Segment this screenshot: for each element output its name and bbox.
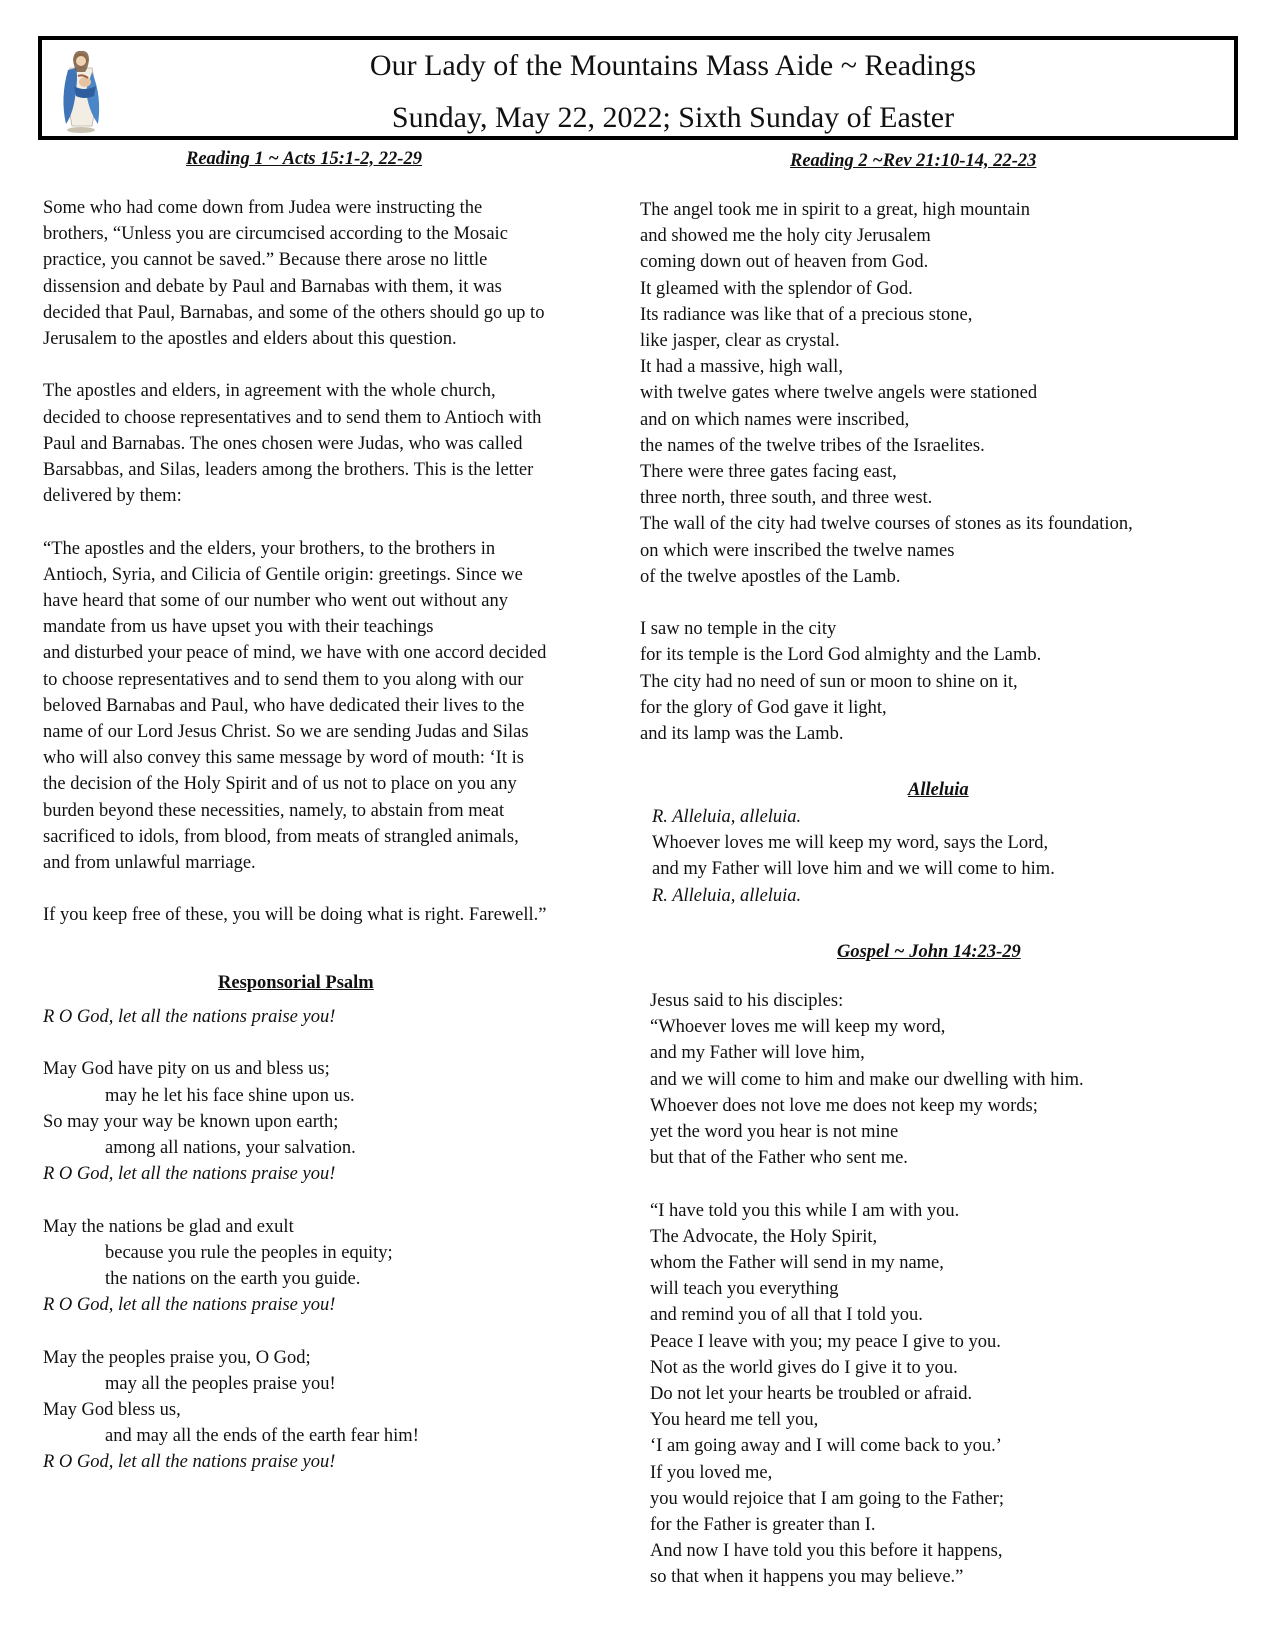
text-line: Whoever loves me will keep my word, says the Lord, (652, 833, 1049, 854)
text-line: The city had no need of sun or moon to shine on it, (640, 671, 1018, 692)
text-line: Some who had come down from Judea were instructing the (43, 198, 483, 218)
psalm-response: R O God, let all the nations praise you! (43, 1295, 336, 1316)
alleluia-response: R. Alleluia, alleluia. (652, 807, 802, 827)
text-line: I saw no temple in the city (640, 619, 837, 640)
text-line: whom the Father will send in my name, (650, 1253, 944, 1274)
text-line: to choose representatives and to send them to you along with our (43, 669, 524, 690)
reading2-heading: Reading 2 ~Rev 21:10-14, 22-23 (790, 151, 1037, 171)
text-line: decided that Paul, Barnabas, and some of the others should go up to (43, 302, 545, 323)
text-line: the decision of the Holy Spirit and of us not to place on you any (43, 774, 517, 795)
reading1-paragraph (43, 195, 623, 352)
text-line: practice, you cannot be saved.” Because there arose no little (43, 250, 488, 271)
reading1-paragraph (43, 536, 623, 877)
text-line: “I have told you this while I am with you. (650, 1200, 960, 1221)
text-line: Jesus said to his disciples: (650, 991, 844, 1011)
reading1-paragraph (43, 902, 623, 928)
text-line: yet the word you hear is not mine (650, 1122, 899, 1143)
text-line: but that of the Father who sent me. (650, 1148, 908, 1169)
reading1-heading: Reading 1 ~ Acts 15:1-2, 22-29 (186, 149, 422, 169)
reading1-body (43, 195, 623, 929)
text-line: Not as the world gives do I give it to you. (650, 1357, 958, 1378)
text-line: Its radiance was like that of a precious stone, (640, 304, 973, 325)
text-line: The angel took me in spirit to a great, high mountain (640, 200, 1030, 220)
text-line: coming down out of heaven from God. (640, 252, 929, 273)
text-line: and its lamp was the Lamb. (640, 724, 844, 745)
text-line: may all the peoples praise you! (105, 1373, 336, 1394)
text-line: Jerusalem to the apostles and elders about this question. (43, 329, 457, 350)
text-line: of the twelve apostles of the Lamb. (640, 566, 901, 587)
text-line: and on which names were inscribed, (640, 409, 910, 430)
text-line: There were three gates facing east, (640, 462, 897, 483)
text-line: on which were inscribed the twelve names (640, 540, 955, 561)
text-line: and remind you of all that I told you. (650, 1305, 923, 1326)
text-line: brothers, “Unless you are circumcised according to the Mosaic (43, 224, 508, 245)
text-line: Barsabbas, and Silas, leaders among the brothers. This is the letter (43, 460, 534, 481)
text-line: and disturbed your peace of mind, we have with one accord decided (43, 643, 547, 664)
alleluia-response: R. Alleluia, alleluia. (652, 885, 802, 906)
text-line: because you rule the peoples in equity; (105, 1242, 393, 1263)
text-line: So may your way be known upon earth; (43, 1111, 339, 1132)
text-line: mandate from us have upset you with their teachings (43, 617, 434, 638)
text-line: May the nations be glad and exult (43, 1216, 294, 1237)
reading2-body (640, 197, 1240, 747)
text-line: delivered by them: (43, 486, 182, 507)
psalm-response: R O God, let all the nations praise you! (43, 1007, 336, 1027)
text-line: May God bless us, (43, 1400, 181, 1420)
text-line: Antioch, Syria, and Cilicia of Gentile origin: greetings. Since we (43, 564, 523, 585)
gospel-body (650, 988, 1240, 1591)
text-line: It had a massive, high wall, (640, 357, 843, 378)
text-line: The apostles and elders, in agreement with the whole church, (43, 381, 496, 402)
text-line: burden beyond these necessities, namely, to abstain from meat (43, 800, 505, 821)
text-line: the nations on the earth you guide. (105, 1269, 361, 1289)
page-title: Our Lady of the Mountains Mass Aide ~ Readings (369, 49, 977, 82)
text-line: like jasper, clear as crystal. (640, 331, 840, 352)
text-line: If you loved me, (650, 1462, 773, 1483)
text-line: for the glory of God gave it light, (640, 697, 887, 718)
text-line: and from unlawful marriage. (43, 853, 256, 874)
text-line: name of our Lord Jesus Christ. So we are sending Judas and Silas (43, 722, 529, 743)
text-line: Peace I leave with you; my peace I give to you. (650, 1331, 1001, 1352)
text-line: among all nations, your salvation. (105, 1138, 356, 1158)
reading1-paragraph (43, 378, 623, 509)
text-line: May the peoples praise you, O God; (43, 1347, 311, 1368)
text-line: who will also convey this same message by word of mouth: ‘It is (43, 748, 524, 769)
psalm-body (43, 1004, 623, 1476)
text-line: You heard me tell you, (650, 1410, 819, 1431)
page-subtitle: Sunday, May 22, 2022; Sixth Sunday of Easter (391, 101, 955, 134)
madonna-image-icon (52, 46, 110, 134)
text-line: for its temple is the Lord God almighty and the Lamb. (640, 645, 1042, 666)
text-line: Do not let your hearts be troubled or afraid. (650, 1384, 973, 1405)
text-line: three north, three south, and three west. (640, 488, 933, 509)
header-box (38, 36, 1238, 140)
text-line: sacrificed to idols, from blood, from meats of strangled animals, (43, 826, 519, 847)
text-line: for the Father is greater than I. (650, 1515, 876, 1536)
text-line: ‘I am going away and I will come back to you.’ (650, 1436, 1002, 1457)
text-line: decided to choose representatives and to send them to Antioch with (43, 407, 542, 428)
text-line: If you keep free of these, you will be doing what is right. Farewell.” (43, 905, 547, 926)
gospel-heading: Gospel ~ John 14:23-29 (837, 942, 1021, 962)
text-line: may he let his face shine upon us. (105, 1085, 355, 1106)
text-line: and may all the ends of the earth fear him! (105, 1426, 419, 1447)
text-line: and my Father will love him, (650, 1043, 865, 1064)
text-line: Whoever does not love me does not keep my words; (650, 1095, 1038, 1116)
text-line: and showed me the holy city Jerusalem (640, 226, 931, 247)
text-line: The wall of the city had twelve courses of stones as its foundation, (640, 514, 1133, 535)
text-line: And now I have told you this before it happens, (650, 1541, 1003, 1562)
psalm-response: R O God, let all the nations praise you! (43, 1164, 336, 1185)
alleluia-body (652, 804, 1242, 909)
text-line: Paul and Barnabas. The ones chosen were Judas, who was called (43, 433, 523, 454)
text-line: dissension and debate by Paul and Barnabas with them, it was (43, 276, 502, 297)
text-line: It gleamed with the splendor of God. (640, 278, 913, 299)
text-line: the names of the twelve tribes of the Israelites. (640, 435, 985, 456)
text-line: will teach you everything (650, 1279, 839, 1300)
text-line: May God have pity on us and bless us; (43, 1059, 330, 1080)
psalm-heading: Responsorial Psalm (218, 973, 374, 993)
text-line: you would rejoice that I am going to the Father; (650, 1488, 1004, 1509)
text-line: with twelve gates where twelve angels were stationed (640, 383, 1038, 404)
text-line: have heard that some of our number who went out without any (43, 591, 508, 612)
text-line: and we will come to him and make our dwelling with him. (650, 1069, 1084, 1090)
text-line: The Advocate, the Holy Spirit, (650, 1226, 878, 1247)
text-line: so that when it happens you may believe.” (650, 1567, 964, 1588)
text-line: “Whoever loves me will keep my word, (650, 1017, 946, 1038)
psalm-response: R O God, let all the nations praise you! (43, 1452, 336, 1473)
text-line: beloved Barnabas and Paul, who have dedicated their lives to the (43, 695, 525, 716)
text-line: and my Father will love him and we will come to him. (652, 859, 1055, 880)
text-line: “The apostles and the elders, your brothers, to the brothers in (43, 538, 496, 559)
alleluia-heading: Alleluia (908, 780, 969, 800)
